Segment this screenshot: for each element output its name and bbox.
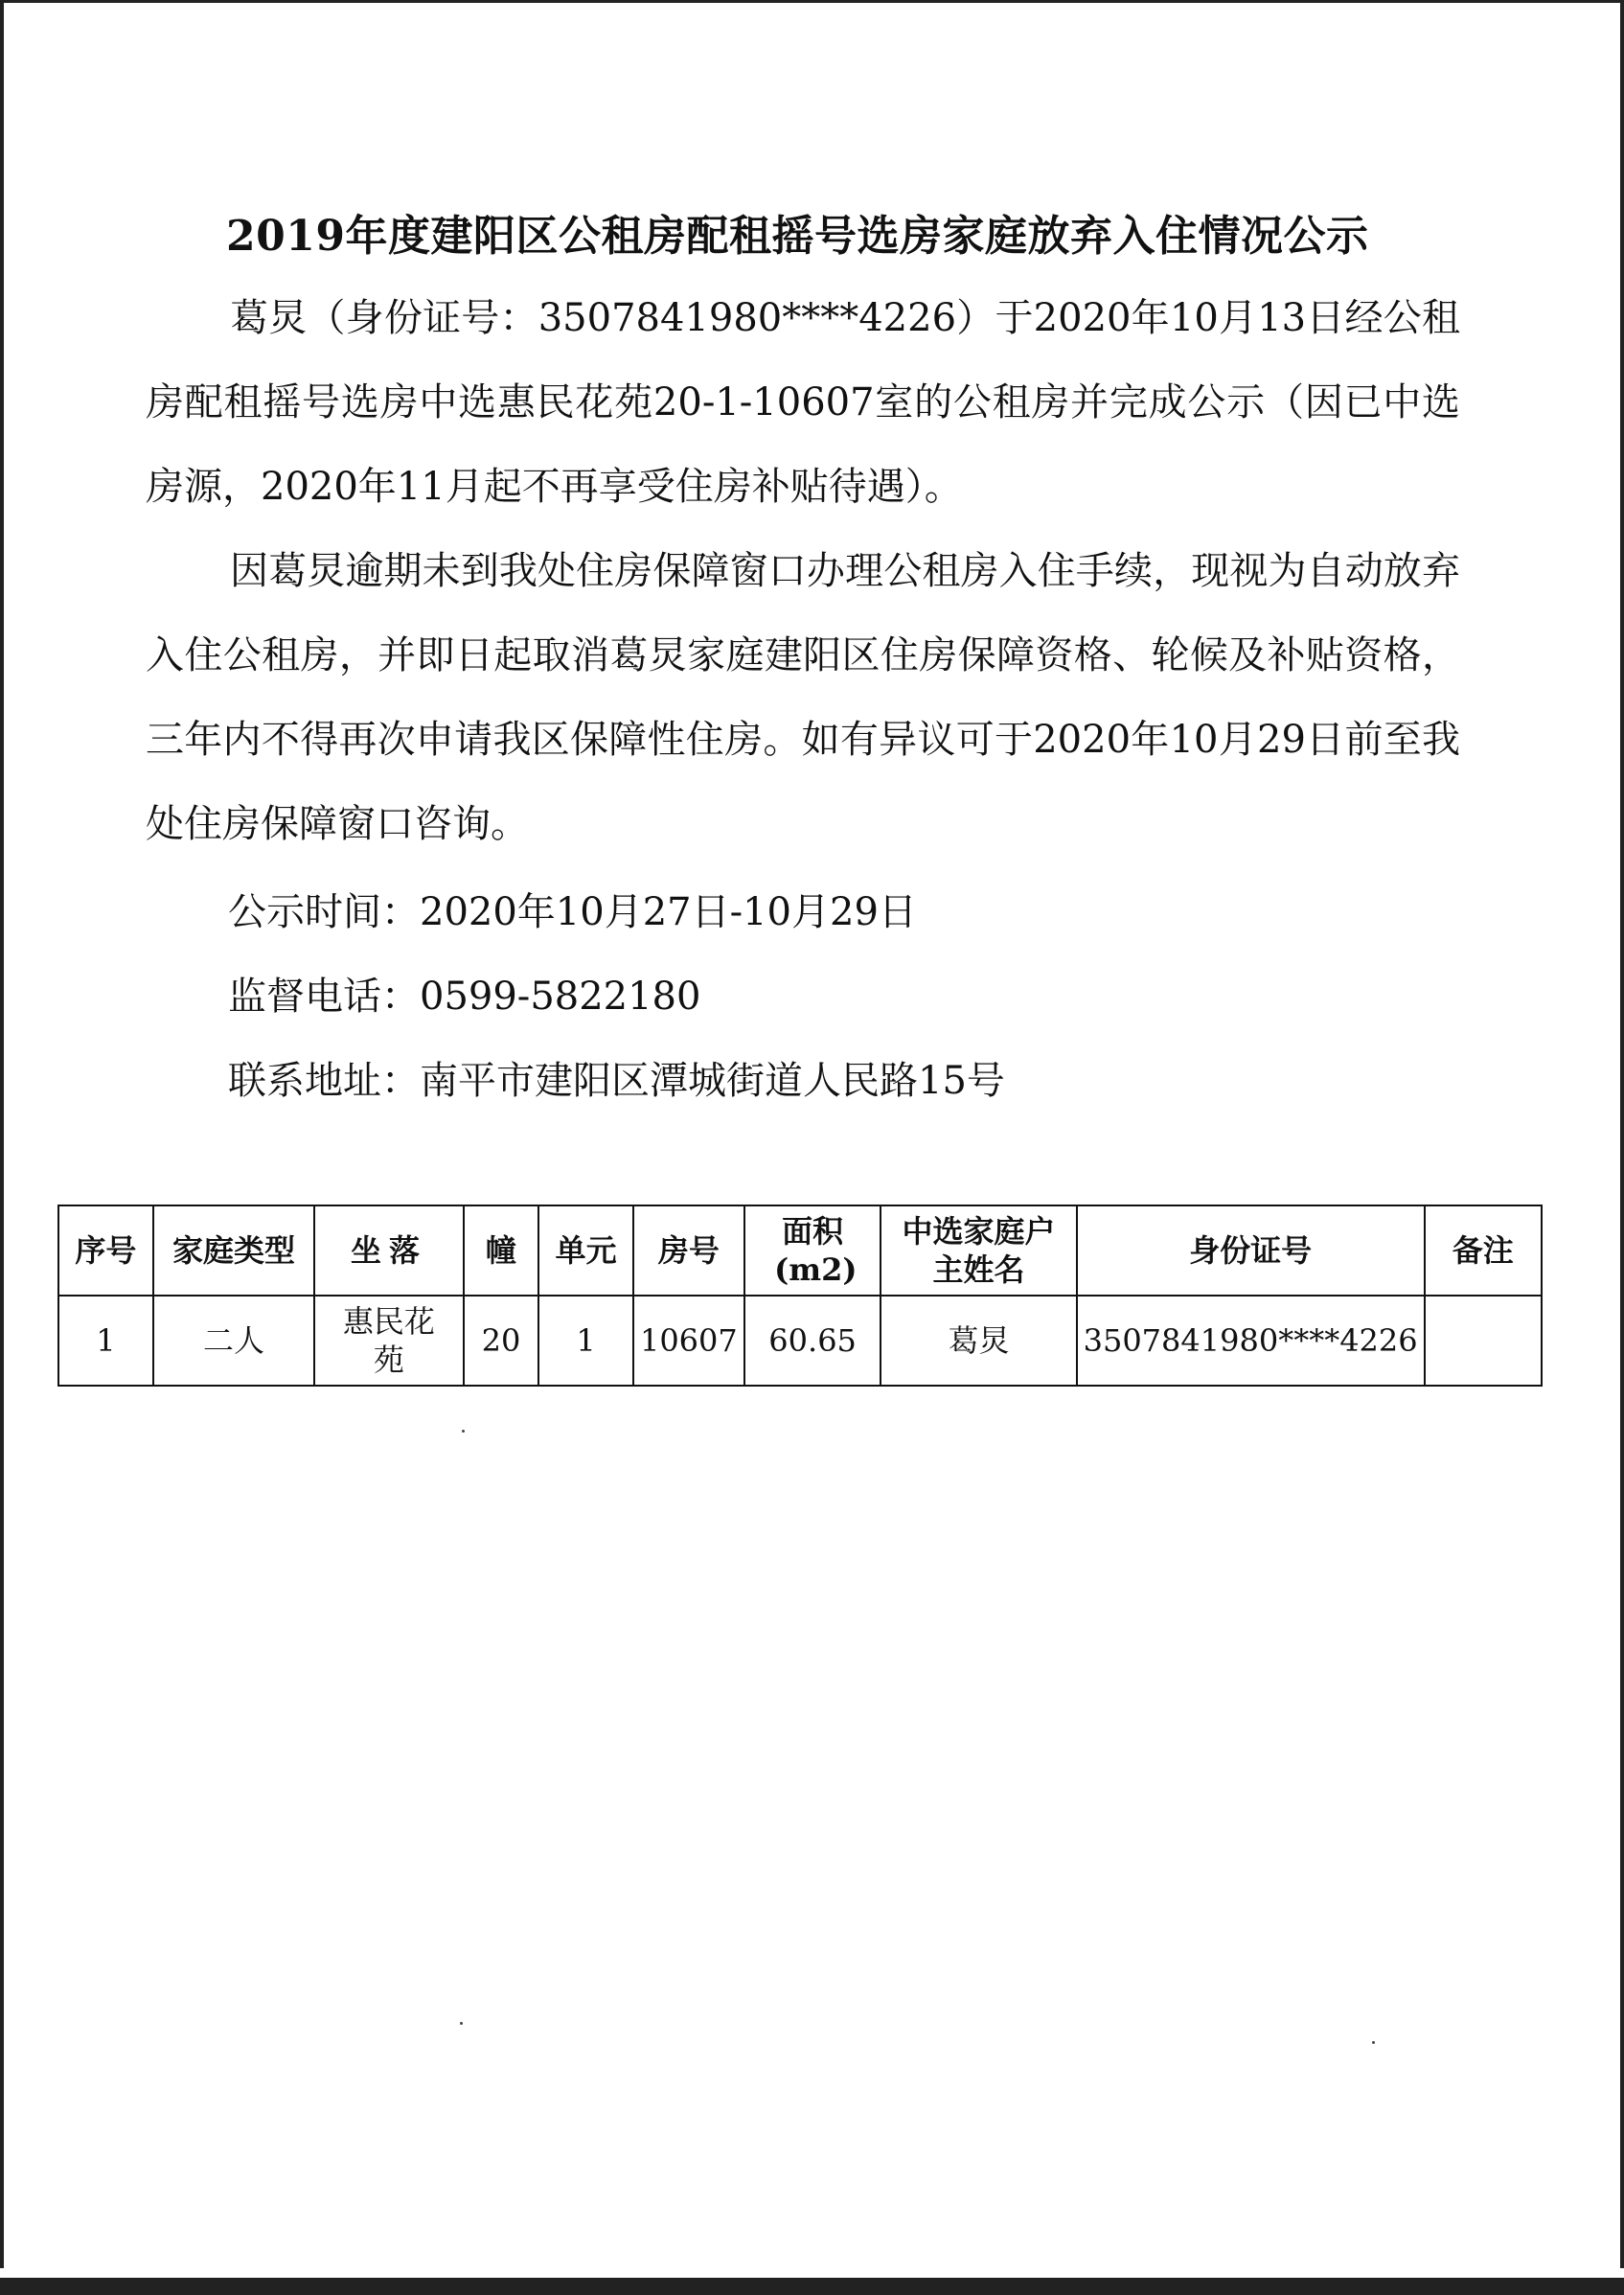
header-cell-location: 坐落 bbox=[314, 1205, 463, 1296]
header-cell-area: 面积(m2) bbox=[744, 1205, 881, 1296]
scan-edge-top bbox=[0, 0, 1624, 3]
hotline-value: 0599-5822180 bbox=[420, 975, 701, 1019]
header-cell-householder: 中选家庭户主姓名 bbox=[881, 1205, 1076, 1296]
header-cell-seq: 序号 bbox=[58, 1205, 153, 1296]
scan-speck bbox=[1372, 2041, 1375, 2044]
table-header-row bbox=[58, 1205, 1542, 1296]
cell-building: 20 bbox=[464, 1296, 539, 1386]
cell-location: 惠民花苑 bbox=[314, 1296, 463, 1386]
hotline-label: 监督电话： bbox=[228, 975, 420, 1019]
cell-householder: 葛炅 bbox=[881, 1296, 1076, 1386]
header-cell-id-number: 身份证号 bbox=[1077, 1205, 1425, 1296]
header-cell-unit: 单元 bbox=[538, 1205, 633, 1296]
address-value: 南平市建阳区潭城街道人民路15号 bbox=[420, 1059, 1005, 1103]
notice-paragraph-1: 葛炅（身份证号：3507841980****4226）于2020年10月13日经公租房配租摇号选房中选惠民花苑20-1-10607室的公租房并完成公示（因已中选房源，2020年11月起不再享受住房补贴待遇）。 bbox=[146, 296, 1460, 509]
header-cell-remarks: 备注 bbox=[1425, 1205, 1542, 1296]
cell-remarks bbox=[1425, 1296, 1542, 1386]
scan-speck bbox=[462, 1430, 465, 1433]
record-table bbox=[57, 1205, 1543, 1387]
cell-family-type: 二人 bbox=[153, 1296, 314, 1386]
address-label: 联系地址： bbox=[228, 1059, 420, 1103]
cell-room: 10607 bbox=[633, 1296, 744, 1386]
notice-period-value: 2020年10月27日-10月29日 bbox=[420, 890, 917, 934]
cell-seq: 1 bbox=[58, 1296, 153, 1386]
cell-id-number: 3507841980****4226 bbox=[1077, 1296, 1425, 1386]
notice-period-line bbox=[228, 882, 917, 936]
hotline-line bbox=[228, 966, 700, 1021]
scan-speck bbox=[460, 2022, 463, 2025]
cell-unit: 1 bbox=[538, 1296, 633, 1386]
cell-area: 60.65 bbox=[744, 1296, 881, 1386]
scan-edge-bottom bbox=[0, 2268, 1624, 2295]
table-row bbox=[58, 1296, 1542, 1386]
notice-period-label: 公示时间： bbox=[228, 890, 420, 934]
notice-paragraph-2: 因葛炅逾期未到我处住房保障窗口办理公租房入住手续，现视为自动放弃入住公租房，并即日起取消葛炅家庭建阳区住房保障资格、轮候及补贴资格，三年内不得再次申请我区保障性住房。如有异议可于2020年10月29日前至我处住房保障窗口咨询。 bbox=[146, 549, 1460, 846]
document-title: 2019年度建阳区公租房配租摇号选房家庭放弃入住情况公示 bbox=[226, 212, 1369, 261]
header-cell-room: 房号 bbox=[633, 1205, 744, 1296]
address-line bbox=[228, 1050, 1005, 1105]
scan-edge-right bbox=[1620, 0, 1624, 2295]
header-cell-building: 幢 bbox=[464, 1205, 539, 1296]
header-cell-family-type: 家庭类型 bbox=[153, 1205, 314, 1296]
scan-edge-left bbox=[0, 0, 4, 2295]
